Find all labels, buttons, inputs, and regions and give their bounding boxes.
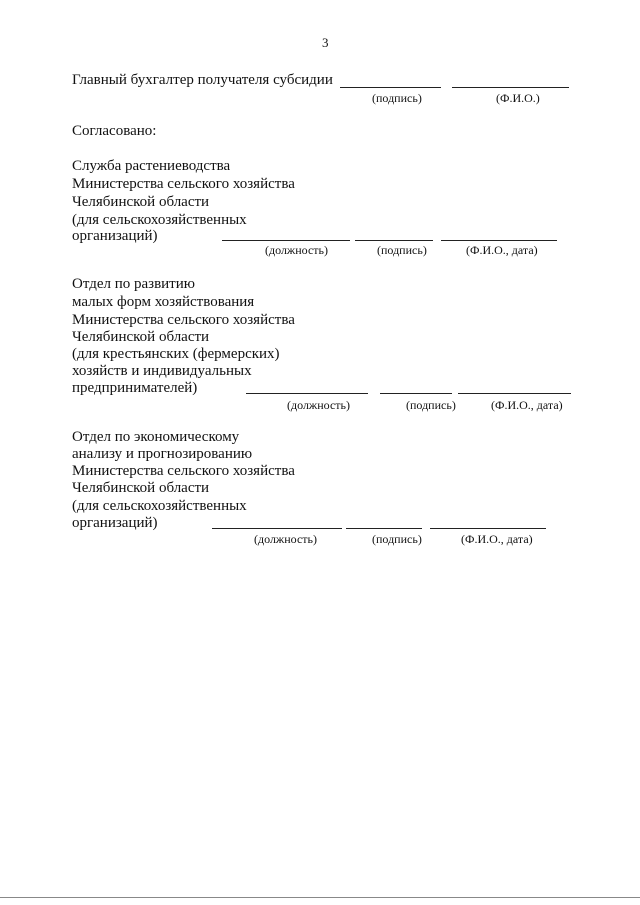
block3-line: (для сельскохозяйственных (72, 498, 247, 514)
page-bottom-edge (0, 897, 640, 898)
chief-accountant-label: Главный бухгалтер получателя субсидии (72, 72, 333, 88)
position-line (212, 528, 342, 529)
block1-line: организаций) (72, 228, 158, 244)
block1-line: Челябинской области (72, 194, 210, 210)
signature-caption: (подпись) (372, 532, 422, 546)
block3-line: Отдел по экономическому (72, 429, 240, 445)
page-number: 3 (322, 35, 329, 50)
block2-line: предпринимателей) (72, 380, 198, 396)
signature-caption: (подпись) (372, 91, 422, 105)
position-line (246, 393, 368, 394)
position-caption: (должность) (254, 532, 317, 546)
block1-line: Служба растениеводства (72, 158, 231, 174)
block2-line: хозяйств и индивидуальных (72, 363, 252, 379)
block1-line: Министерства сельского хозяйства (72, 176, 295, 192)
position-caption: (должность) (265, 243, 328, 257)
fio-date-line (441, 240, 557, 241)
position-caption: (должность) (287, 398, 350, 412)
block2-line: (для крестьянских (фермерских) (72, 346, 280, 362)
fio-date-line (458, 393, 571, 394)
block1-line: (для сельскохозяйственных (72, 212, 247, 228)
block3-line: анализу и прогнозированию (72, 446, 253, 462)
fio-line (452, 87, 569, 88)
signature-line (380, 393, 452, 394)
signature-line (346, 528, 422, 529)
fio-caption: (Ф.И.О.) (496, 91, 540, 105)
block3-line: организаций) (72, 515, 158, 531)
fio-date-caption: (Ф.И.О., дата) (461, 532, 533, 546)
agreed-label: Согласовано: (72, 123, 157, 139)
signature-caption: (подпись) (406, 398, 456, 412)
block2-line: Министерства сельского хозяйства (72, 312, 295, 328)
fio-date-line (430, 528, 546, 529)
block3-line: Министерства сельского хозяйства (72, 463, 295, 479)
block2-line: малых форм хозяйствования (72, 294, 255, 310)
signature-line (340, 87, 441, 88)
block3-line: Челябинской области (72, 480, 210, 496)
fio-date-caption: (Ф.И.О., дата) (491, 398, 563, 412)
position-line (222, 240, 350, 241)
signature-caption: (подпись) (377, 243, 427, 257)
signature-line (355, 240, 433, 241)
fio-date-caption: (Ф.И.О., дата) (466, 243, 538, 257)
block2-line: Челябинской области (72, 329, 210, 345)
block2-line: Отдел по развитию (72, 276, 195, 292)
